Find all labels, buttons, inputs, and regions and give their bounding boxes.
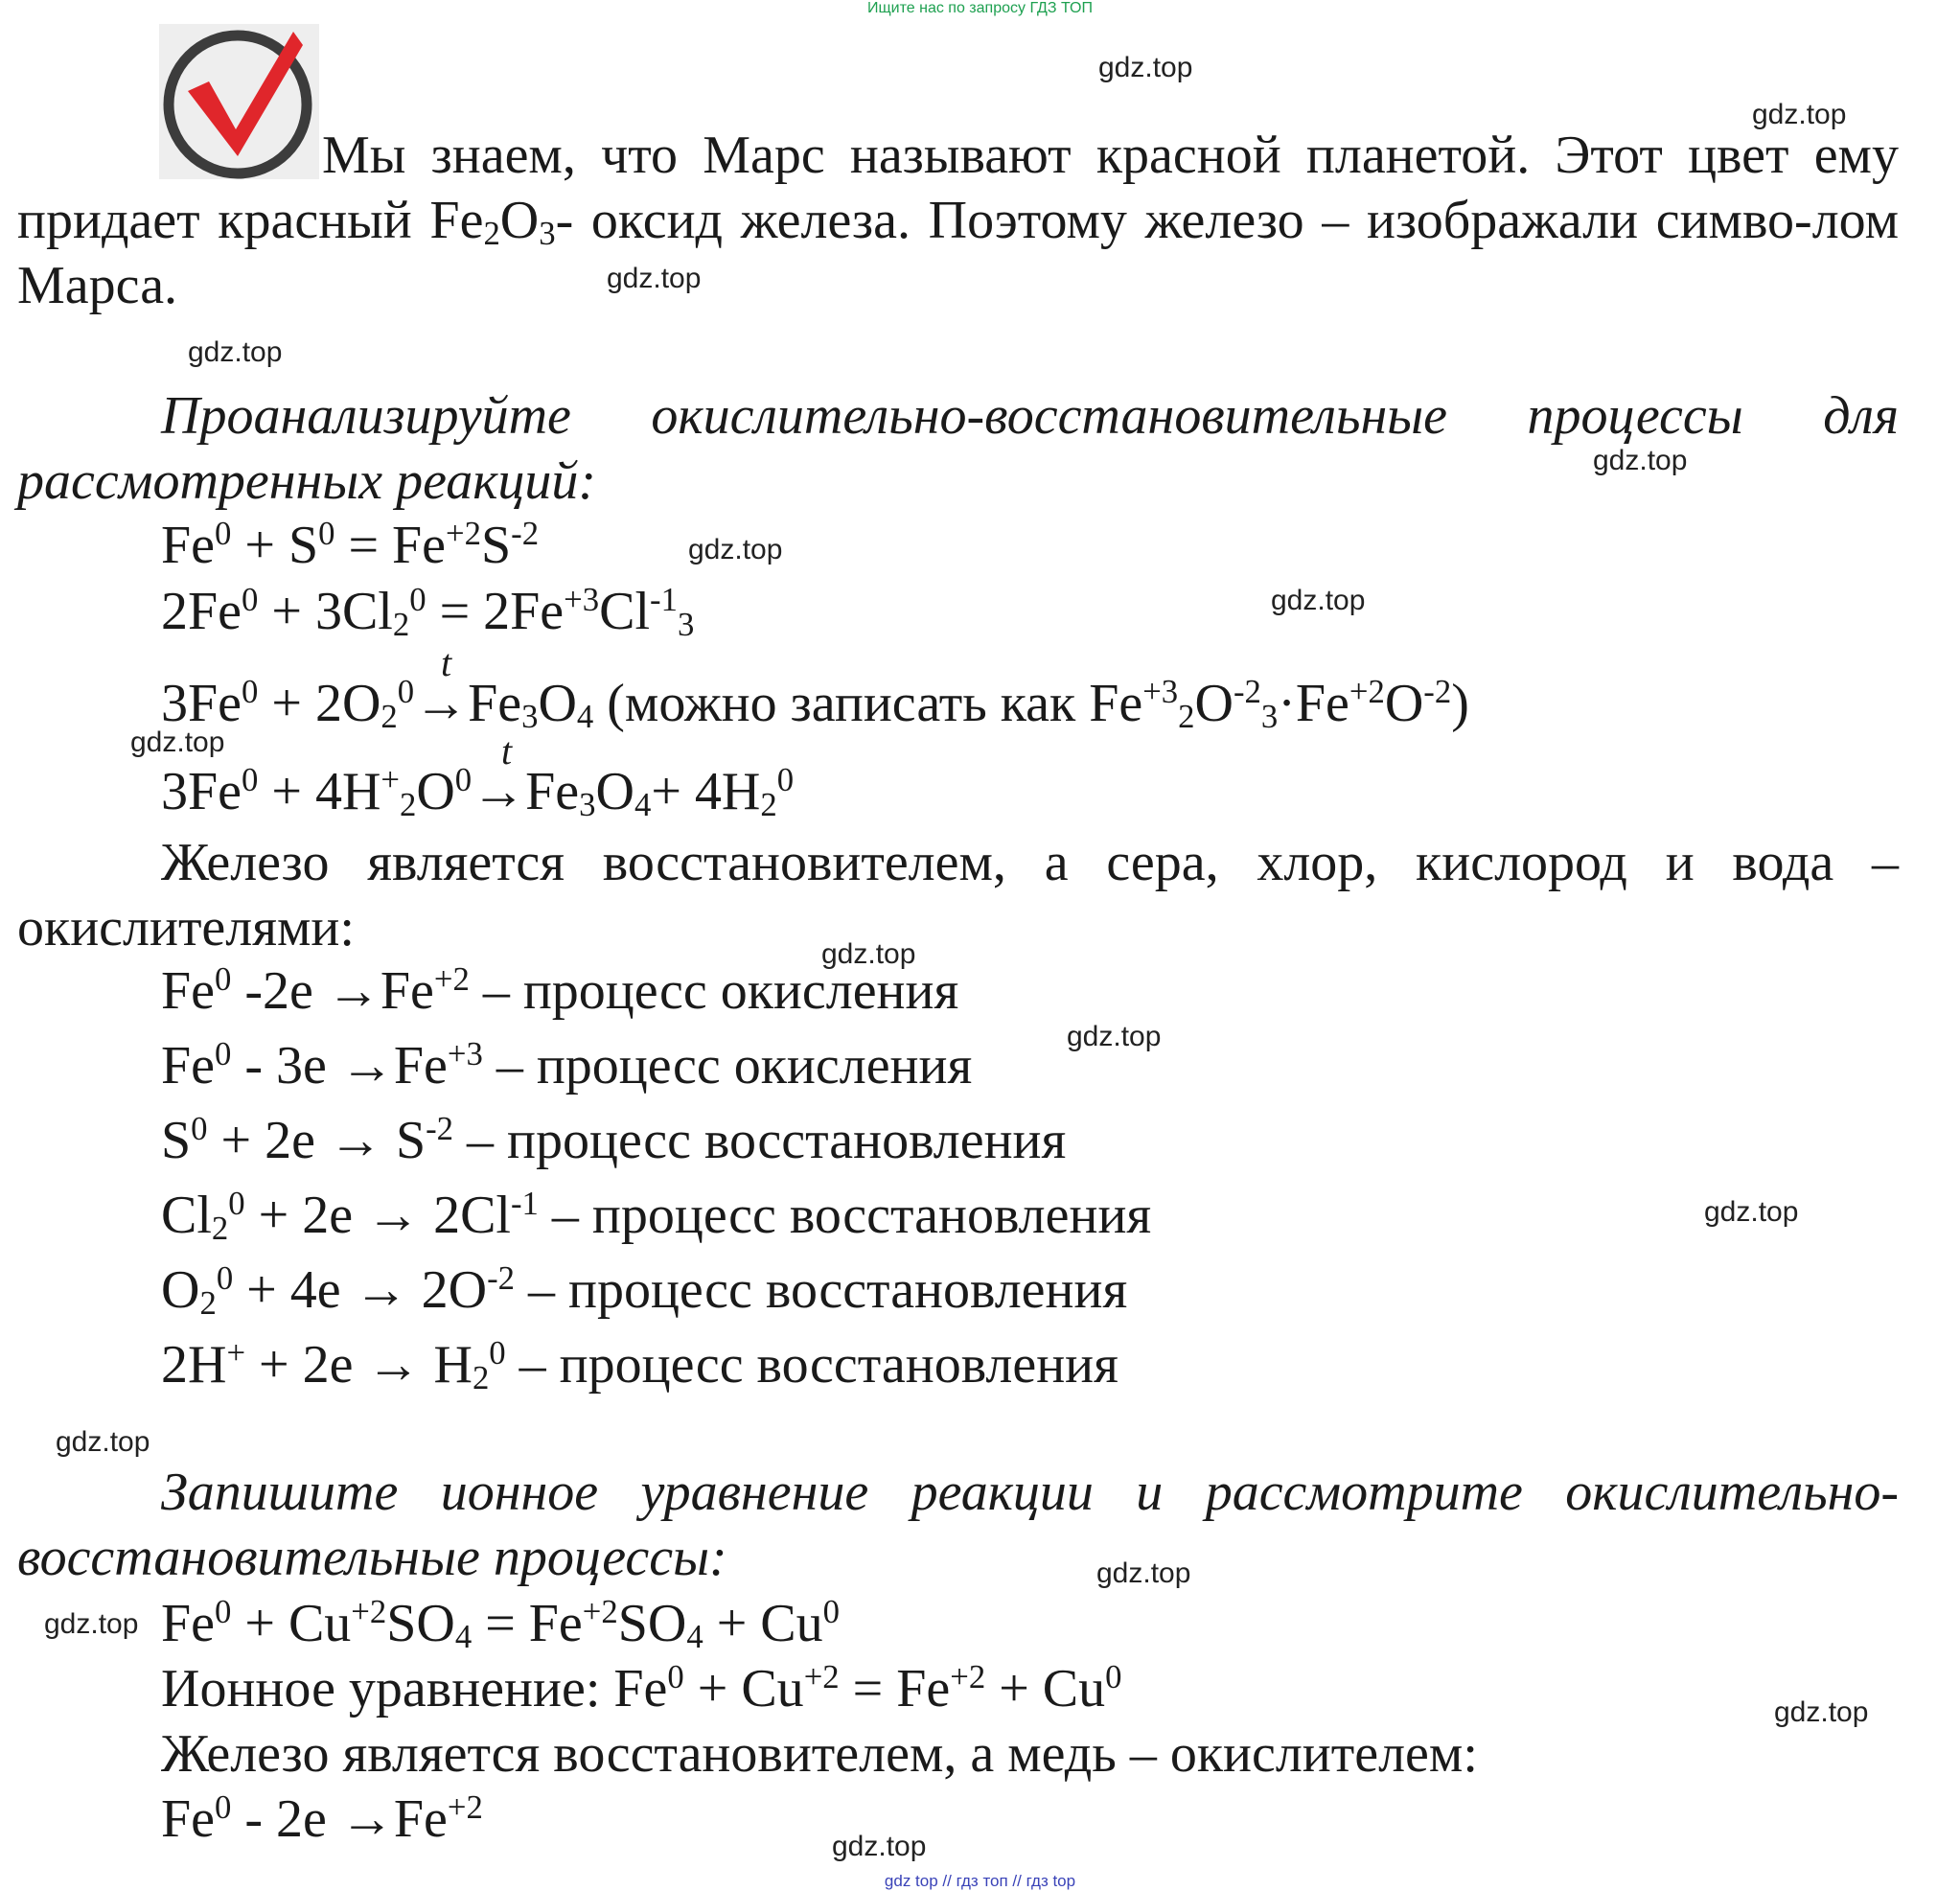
reaction-5: $Fe^0 + Cu^{+2}SO_4 = Fe^{+2}SO_4 + Cu^0$ xyxy=(161,1592,840,1655)
watermark: gdz.top xyxy=(130,726,225,758)
temperature-mark: t xyxy=(501,729,513,773)
watermark: gdz.top xyxy=(56,1426,150,1458)
task1-heading: Проанализируйте окислительно-восстановительные процессы для рассмотренных реакций: xyxy=(17,386,1899,511)
top-banner: Ищите нас по запросу ГДЗ ТОП xyxy=(867,0,1093,16)
watermark: gdz.top xyxy=(188,336,283,368)
half-reaction-3: $S^0 + 2e \to S^{-2}$ – процесс восстановления xyxy=(161,1109,1067,1170)
half-reaction-1: Fe$^0$ $-2e \to Fe^{+2}$ – процесс окисления xyxy=(161,959,959,1021)
watermark: gdz.top xyxy=(1271,585,1366,616)
half-reaction-4: $Cl_2^0 + 2e \to 2Cl^{-1}$ – процесс восстановления xyxy=(161,1184,1152,1247)
conclusion: Железо является восстановителем, а медь – окислителем: xyxy=(161,1724,1478,1784)
task2-heading: Запишите ионное уравнение реакции и рассмотрите окислительно-восстановительные процессы: xyxy=(17,1463,1899,1587)
ionic-equation: Ионное уравнение: $Fe^0 + Cu^{+2} = Fe^{+2} + Cu^0$ xyxy=(161,1657,1122,1718)
watermark: gdz.top xyxy=(832,1831,927,1862)
watermark: gdz.top xyxy=(1098,52,1193,83)
reducers-paragraph: Железо является восстановителем, а сера, хлор, кислород и вода – окислителями: xyxy=(17,833,1899,957)
reaction-1: $Fe^0 + S^0 = Fe^{+2}S^{-2}$ xyxy=(161,514,540,575)
watermark: gdz.top xyxy=(1774,1696,1869,1728)
half-reaction-5: $O_2^0 + 4e \to 2O^{-2}$ – процесс восстановления xyxy=(161,1258,1128,1322)
reaction-2: $2Fe^0 + 3Cl_2^0 = 2Fe^{+3}Cl^{-1}_3$ xyxy=(161,580,695,643)
watermark: gdz.top xyxy=(1752,99,1847,130)
reaction-4: $3Fe^0 + 4H^+_2O^0\to Fe_3O_4+ 4H_2^0$ xyxy=(161,760,795,823)
watermark: gdz.top xyxy=(607,263,702,294)
half-reaction-6: $2H^+ + 2e \to H_2^0$ – процесс восстановления xyxy=(161,1333,1118,1396)
temperature-mark: t xyxy=(441,641,452,684)
reaction-3: $3Fe^0 + 2O_2^0\to Fe_3O_4$ (можно записать как $Fe^{+3}_2O^{-2}_3\cdot Fe^{+2}O^{-2}$) xyxy=(161,672,1469,735)
watermark: gdz.top xyxy=(1096,1557,1191,1589)
watermark: gdz.top xyxy=(688,534,783,565)
footer-links: gdz top // гдз топ // гдз top xyxy=(884,1872,1076,1890)
watermark: gdz.top xyxy=(1067,1021,1162,1052)
watermark: gdz.top xyxy=(1593,445,1688,476)
watermark: gdz.top xyxy=(821,938,916,970)
half-reaction-7: $Fe^0 - 2e \to Fe^{+2}$ xyxy=(161,1787,483,1849)
watermark: gdz.top xyxy=(44,1608,139,1640)
half-reaction-2: $Fe^0 - 3e \to Fe^{+3}$ – процесс окисления xyxy=(161,1034,973,1095)
watermark: gdz.top xyxy=(1704,1196,1799,1228)
intro-paragraph: Мы знаем, что Марс называют красной планетой. Этот цвет ему придает красный $Fe_2O_3-$ оксид железа. Поэтому железо – изображали симво-лом Марса. xyxy=(17,126,1900,315)
